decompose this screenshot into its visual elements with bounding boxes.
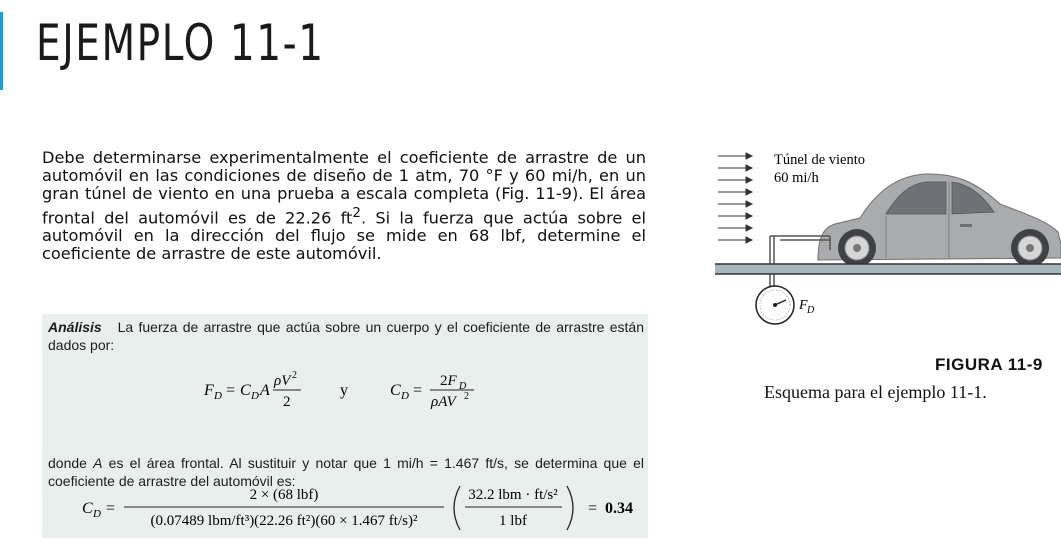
analysis-box: [42, 314, 648, 538]
svg-text:=: =: [413, 382, 423, 399]
svg-text:2: 2: [292, 370, 297, 381]
svg-text:=: =: [106, 500, 116, 517]
svg-text:D: D: [251, 390, 259, 402]
tunnel-label: Túnel de viento: [774, 152, 866, 168]
svg-text:=: =: [226, 382, 236, 399]
svg-text:C: C: [240, 382, 251, 399]
svg-text:D: D: [214, 390, 222, 402]
problem-text-b: . Si la fuerza que actúa sobre el automóvil en la dirección del flujo se mide en 68 lbf, determine el coeficiente de arrastre de este automóvil.: [42, 208, 647, 264]
eq1-connector: y: [340, 382, 348, 399]
accent-bar: [0, 12, 3, 90]
drag-coefficient-equation: [82, 480, 642, 536]
svg-text:2: 2: [464, 391, 469, 402]
figure-caption-text: Esquema para el ejemplo 11-1.: [764, 382, 987, 402]
eq2-result: 0.34: [605, 500, 633, 517]
problem-text-a: Debe determinarse experimentalmente el coeficiente de arrastre de un automóvil en las condiciones de diseño de 1 atm, 70 °F y 60 mi/h, en un gran túnel de viento en una prueba a escala completa (Fig. 11-9). El área frontal del automóvil es de 22.26 ft: [42, 148, 646, 227]
svg-text:D: D: [401, 390, 409, 402]
svg-text:F: F: [204, 382, 214, 399]
analysis-paragraph-1: [48, 318, 644, 354]
analysis-var-a: A: [93, 455, 103, 471]
svg-text:2F: 2F: [440, 373, 457, 389]
page-title: EJEMPLO 11-1: [36, 14, 325, 72]
svg-text:C: C: [390, 382, 401, 399]
svg-text:2: 2: [283, 394, 291, 410]
wind-tunnel-figure: [710, 140, 1061, 340]
eq2-denominator: (0.07489 lbm/ft³)(22.26 ft²)(60 × 1.467 ft/s)²: [150, 513, 418, 529]
car-icon: [818, 174, 1061, 267]
force-gauge-icon: [756, 286, 794, 324]
analysis-heading: Análisis: [48, 319, 102, 335]
eq2-conv-numerator: 32.2 lbm · ft/s²: [468, 487, 558, 503]
force-label: F: [799, 298, 808, 313]
force-label-sub: D: [807, 305, 815, 316]
svg-text:D: D: [93, 508, 101, 520]
eq2-conv-denominator: 1 lbf: [499, 513, 527, 529]
drag-equations-svg: [202, 366, 502, 416]
svg-text:ρAV: ρAV: [431, 394, 456, 410]
problem-superscript: 2: [352, 204, 361, 221]
analysis-text-1: La fuerza de arrastre que actúa sobre un cuerpo y el coeficiente de arrastre están dados por:: [48, 319, 644, 353]
svg-text:A: A: [260, 382, 270, 399]
problem-statement: [42, 149, 646, 264]
svg-text:=: =: [588, 500, 598, 517]
tunnel-floor: [715, 264, 1061, 274]
eq2-numerator: 2 × (68 lbf): [249, 487, 319, 503]
figure-caption-title: FIGURA 11-9: [935, 355, 1043, 374]
speed-label: 60 mi/h: [774, 170, 819, 186]
analysis-text-2b: es el área frontal. Al sustituir y notar que 1 mi/h = 1.467 ft/s, se determina que el coeficiente de arrastre del automóvil es:: [48, 455, 644, 489]
svg-text:ρV: ρV: [274, 373, 291, 389]
drag-equations: [202, 366, 502, 416]
svg-text:C: C: [82, 500, 93, 517]
analysis-text-2a: donde: [48, 455, 94, 471]
airflow-arrows: [718, 153, 752, 243]
drag-coefficient-svg: [82, 480, 642, 536]
svg-text:D: D: [459, 381, 467, 392]
